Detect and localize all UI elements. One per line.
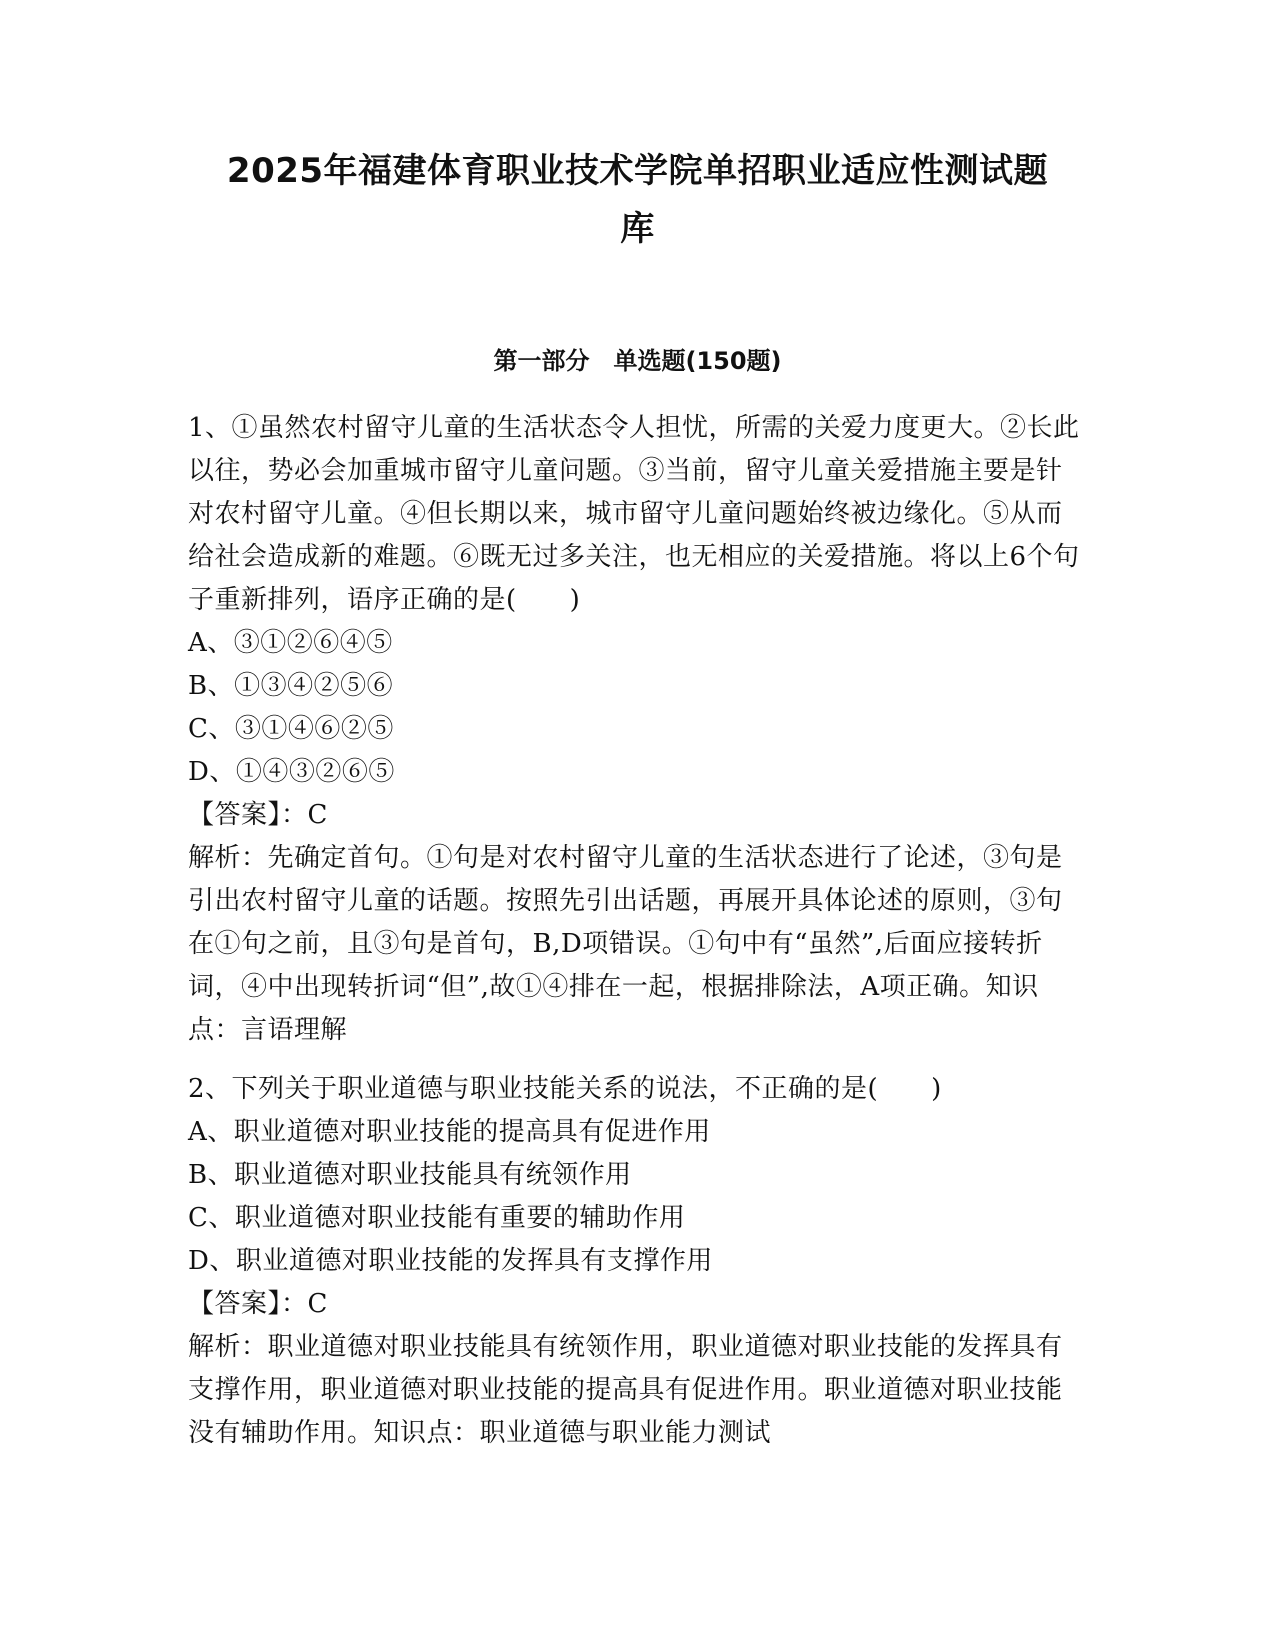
explanation: 解析：职业道德对职业技能具有统领作用，职业道德对职业技能的发挥具有支撑作用，职业道德对职业技能的提高具有促进作用。职业道德对职业技能没有辅助作用。知识点：职业道德与职业能力测试: [188, 1332, 1063, 1448]
question-list: [188, 407, 1088, 1471]
option-d: D、①④③②⑥⑤: [188, 757, 395, 787]
document-title: [150, 142, 1125, 258]
option-a: A、③①②⑥④⑤: [188, 628, 393, 658]
option-a: A、职业道德对职业技能的提高具有促进作用: [188, 1117, 711, 1147]
answer-line: 【答案】：C: [188, 1289, 328, 1319]
question-2: [188, 1068, 1088, 1455]
option-b: B、①③④②⑤⑥: [188, 671, 394, 701]
section-heading: 第一部分 单选题(150题): [493, 347, 782, 375]
question-stem: 1、①虽然农村留守儿童的生活状态令人担忧，所需的关爱力度更大。②长此以往，势必会加重城市留守儿童问题。③当前，留守儿童关爱措施主要是针对农村留守儿童。④但长期以来，城市留守儿童问题始终被边缘化。⑤从而给社会造成新的难题。⑥既无过多关注，也无相应的关爱措施。将以上6个句子重新排列，语序正确的是( ): [188, 413, 1080, 615]
title-line-2: 库: [620, 209, 655, 249]
option-d: D、职业道德对职业技能的发挥具有支撑作用: [188, 1246, 713, 1276]
title-line-1: 2025年福建体育职业技术学院单招职业适应性测试题: [226, 151, 1049, 191]
answer-line: 【答案】：C: [188, 800, 328, 830]
option-c: C、职业道德对职业技能有重要的辅助作用: [188, 1203, 686, 1233]
option-b: B、职业道德对职业技能具有统领作用: [188, 1160, 632, 1190]
question-1: [188, 407, 1088, 1052]
question-stem: 2、下列关于职业道德与职业技能关系的说法，不正确的是( ): [188, 1074, 942, 1104]
option-c: C、③①④⑥②⑤: [188, 714, 394, 744]
explanation: 解析：先确定首句。①句是对农村留守儿童的生活状态进行了论述，③句是引出农村留守儿童的话题。按照先引出话题，再展开具体论述的原则，③句在①句之前，且③句是首句，B,D项错误。①句中有“虽然”,后面应接转折词，④中出现转折词“但”,故①④排在一起，根据排除法，A项正确。知识点：言语理解: [188, 843, 1063, 1045]
